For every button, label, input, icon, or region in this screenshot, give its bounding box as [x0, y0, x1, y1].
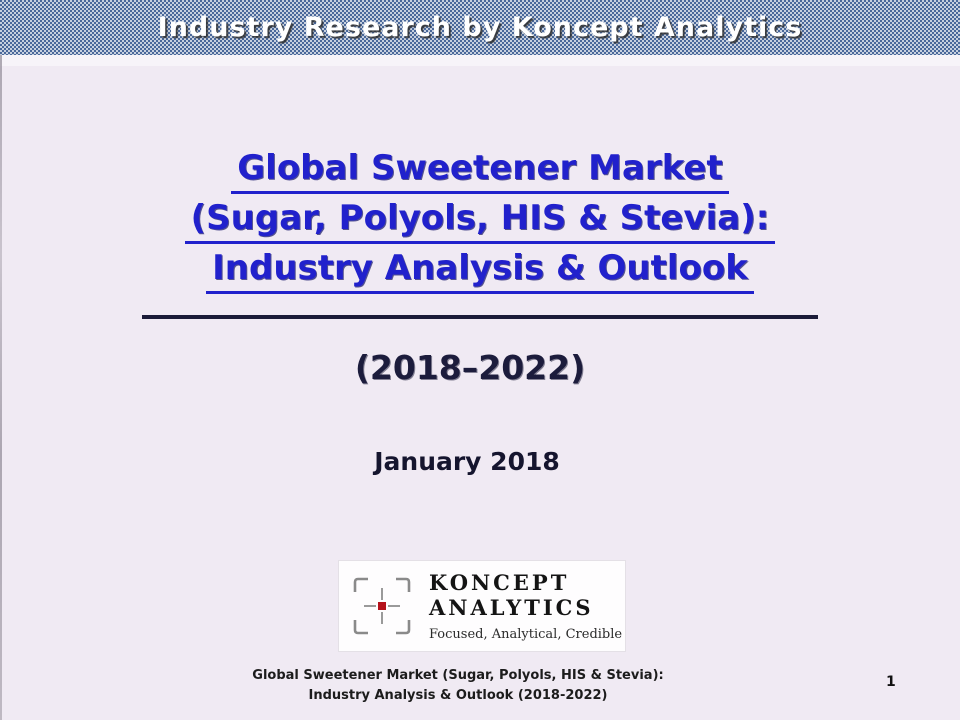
title-line-3-text: Industry Analysis & Outlook — [206, 246, 754, 294]
title-line-1 — [0, 146, 960, 196]
header-title: Industry Research by Koncept Analytics — [157, 12, 803, 43]
report-title — [0, 146, 960, 296]
header-bar — [0, 0, 960, 55]
logo-name-line-1: KONCEPT — [429, 570, 570, 595]
page-number: 1 — [886, 674, 896, 690]
footer-line-1: Global Sweetener Market (Sugar, Polyols, HIS & Stevia): — [252, 668, 664, 683]
horizontal-rule — [142, 315, 818, 319]
title-line-2 — [0, 196, 960, 246]
title-line-3 — [0, 246, 960, 296]
koncept-analytics-logo — [338, 560, 626, 652]
slide-footer — [0, 666, 916, 706]
header-divider-band — [0, 55, 960, 66]
title-line-1-text: Global Sweetener Market — [231, 146, 728, 194]
report-period: (2018–2022) — [354, 348, 586, 387]
logo-tagline: Focused, Analytical, Credible — [429, 627, 623, 642]
crosshair-icon — [349, 573, 415, 639]
logo-text — [429, 570, 622, 642]
footer-line-2: Industry Analysis & Outlook (2018-2022) — [308, 688, 608, 703]
title-line-2-text: (Sugar, Polyols, HIS & Stevia): — [185, 196, 776, 244]
logo-name-line-2: ANALYTICS — [429, 595, 594, 620]
publication-date: January 2018 — [374, 447, 560, 476]
